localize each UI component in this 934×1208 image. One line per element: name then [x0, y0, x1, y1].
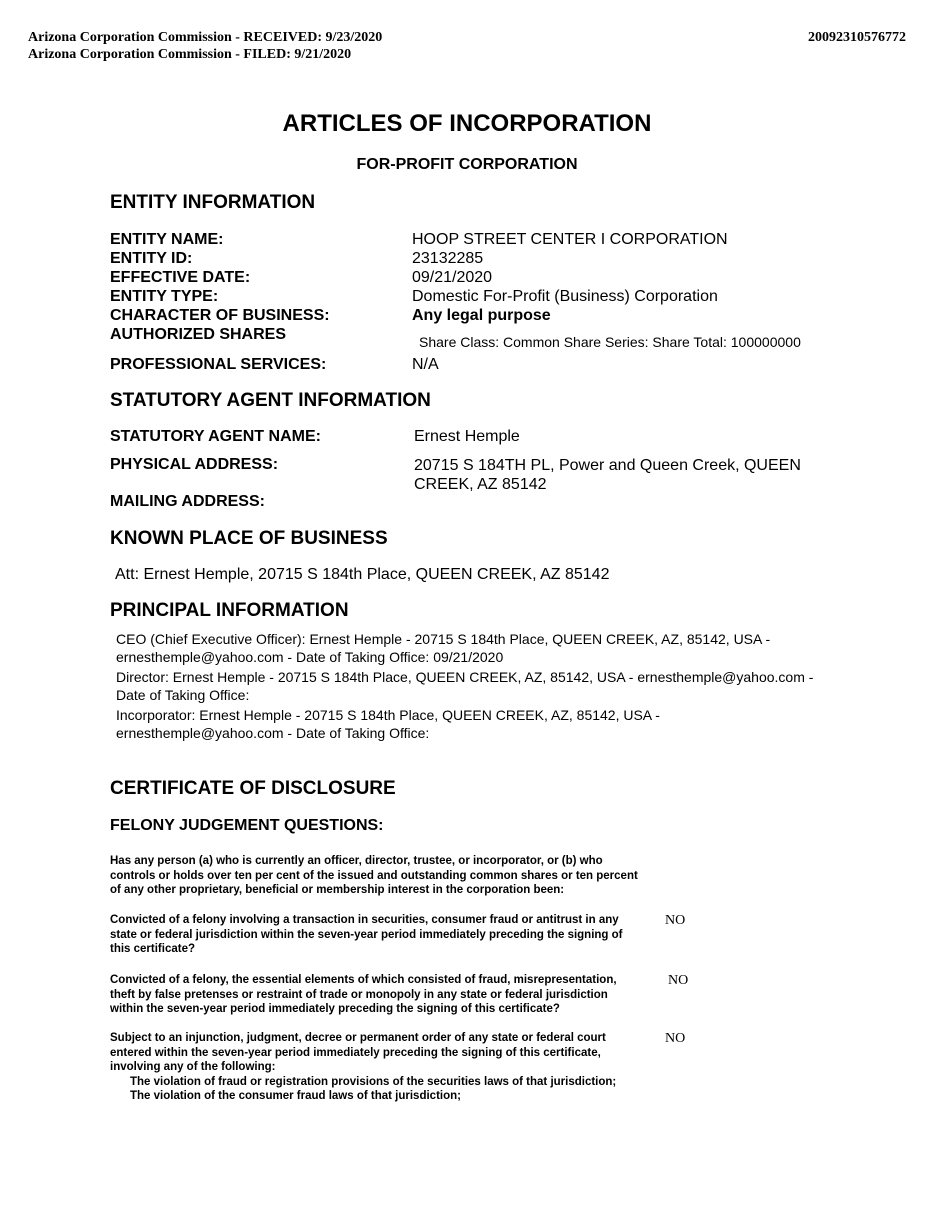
felony-answer: NO [665, 1031, 686, 1046]
question-line: within the seven-year period immediately preceding the signing of this certificate? [110, 1003, 560, 1015]
disclosure-intro-line: controls or holds over ten per cent of the issued and outstanding common shares or ten percent [110, 869, 638, 882]
felony-question [110, 913, 623, 957]
statutory-agent-name-label: STATUTORY AGENT NAME: [110, 428, 321, 445]
felony-answer: NO [665, 913, 686, 928]
felony-question [110, 1031, 616, 1104]
authorized-shares-label: AUTHORIZED SHARES [110, 326, 287, 343]
question-line: Convicted of a felony, the essential elements of which consisted of fraud, misrepresentation, [110, 974, 617, 986]
principal-entry-line: ernesthemple@yahoo.com - Date of Taking Office: 09/21/2020 [116, 649, 504, 665]
known-place-heading: KNOWN PLACE OF BUSINESS [110, 528, 388, 549]
question-line: this certificate? [110, 943, 195, 955]
entity-name-value: HOOP STREET CENTER I CORPORATION [412, 231, 728, 248]
professional-services-label: PROFESSIONAL SERVICES: [110, 356, 327, 373]
principal-information-heading: PRINCIPAL INFORMATION [110, 600, 349, 621]
disclosure-intro [110, 854, 638, 898]
felony-answer: NO [668, 973, 689, 988]
question-line: state or federal jurisdiction within the seven-year period immediately preceding the signing of [110, 928, 623, 941]
disclosure-intro-line: Has any person (a) who is currently an officer, director, trustee, or incorporator, or (b) who [110, 855, 603, 867]
entity-information-heading: ENTITY INFORMATION [110, 192, 316, 213]
effective-date-value: 09/21/2020 [412, 269, 493, 286]
question-subitem: The violation of the consumer fraud laws of that jurisdiction; [130, 1090, 461, 1102]
physical-address-value [414, 456, 801, 494]
page-title: ARTICLES OF INCORPORATION [282, 110, 652, 137]
disclosure-intro-line: of any other proprietary, beneficial or membership interest in the corporation been: [110, 884, 565, 896]
question-line: Subject to an injunction, judgment, decree or permanent order of any state or federal court [110, 1032, 606, 1044]
mailing-address-label: MAILING ADDRESS: [110, 493, 265, 510]
physical-address-line: CREEK, AZ 85142 [414, 476, 547, 493]
professional-services-value: N/A [412, 356, 439, 373]
entity-type-value: Domestic For-Profit (Business) Corporation [412, 288, 718, 305]
statutory-agent-name-value: Ernest Hemple [414, 428, 520, 445]
principal-entry-line: ernesthemple@yahoo.com - Date of Taking Office: [116, 725, 430, 741]
principal-entry [116, 706, 660, 742]
entity-name-label: ENTITY NAME: [110, 231, 224, 248]
felony-judgement-heading: FELONY JUDGEMENT QUESTIONS: [110, 817, 384, 834]
filed-stamp: Arizona Corporation Commission - FILED: 9/21/2020 [28, 47, 352, 62]
entity-type-label: ENTITY TYPE: [110, 288, 219, 305]
authorized-shares-value: Share Class: Common Share Series: Share Total: 100000000 [419, 334, 801, 350]
known-place-address: Att: Ernest Hemple, 20715 S 184th Place, QUEEN CREEK, AZ 85142 [115, 566, 610, 583]
principal-entry-line: Date of Taking Office: [116, 687, 250, 703]
effective-date-label: EFFECTIVE DATE: [110, 269, 251, 286]
principal-entry-line: CEO (Chief Executive Officer): Ernest Hemple - 20715 S 184th Place, QUEEN CREEK, AZ, 85142, USA - [116, 631, 771, 647]
document-number: 20092310576772 [808, 30, 906, 45]
question-line: theft by false pretenses or restraint of trade or monopoly in any state or federal jurisdiction [110, 988, 608, 1001]
principal-entry-line: Incorporator: Ernest Hemple - 20715 S 184th Place, QUEEN CREEK, AZ, 85142, USA - [116, 707, 660, 723]
physical-address-line: 20715 S 184TH PL, Power and Queen Creek, QUEEN [414, 457, 801, 474]
felony-question [110, 973, 617, 1017]
question-subitem: The violation of fraud or registration provisions of the securities laws of that jurisdiction; [130, 1075, 617, 1088]
principal-entry [116, 630, 770, 666]
character-of-business-value: Any legal purpose [412, 307, 551, 324]
entity-id-label: ENTITY ID: [110, 250, 193, 267]
received-stamp: Arizona Corporation Commission - RECEIVED: 9/23/2020 [28, 30, 383, 45]
statutory-agent-heading: STATUTORY AGENT INFORMATION [110, 390, 431, 411]
question-line: involving any of the following: [110, 1061, 276, 1073]
principal-entry-line: Director: Ernest Hemple - 20715 S 184th Place, QUEEN CREEK, AZ, 85142, USA - ernesthemple@yahoo.com - [116, 669, 814, 685]
question-line: Convicted of a felony involving a transaction in securities, consumer fraud or antitrust in any [110, 914, 619, 926]
certificate-of-disclosure-heading: CERTIFICATE OF DISCLOSURE [110, 778, 396, 799]
entity-values [412, 230, 728, 325]
question-line: entered within the seven-year period immediately preceding the signing of this certificate, [110, 1046, 601, 1059]
entity-id-value: 23132285 [412, 250, 484, 267]
character-of-business-label: CHARACTER OF BUSINESS: [110, 307, 330, 324]
page-subtitle: FOR-PROFIT CORPORATION [356, 156, 578, 173]
physical-address-label: PHYSICAL ADDRESS: [110, 456, 279, 473]
header-stamps [28, 29, 382, 63]
entity-labels [110, 230, 330, 344]
principal-entry [116, 668, 813, 704]
